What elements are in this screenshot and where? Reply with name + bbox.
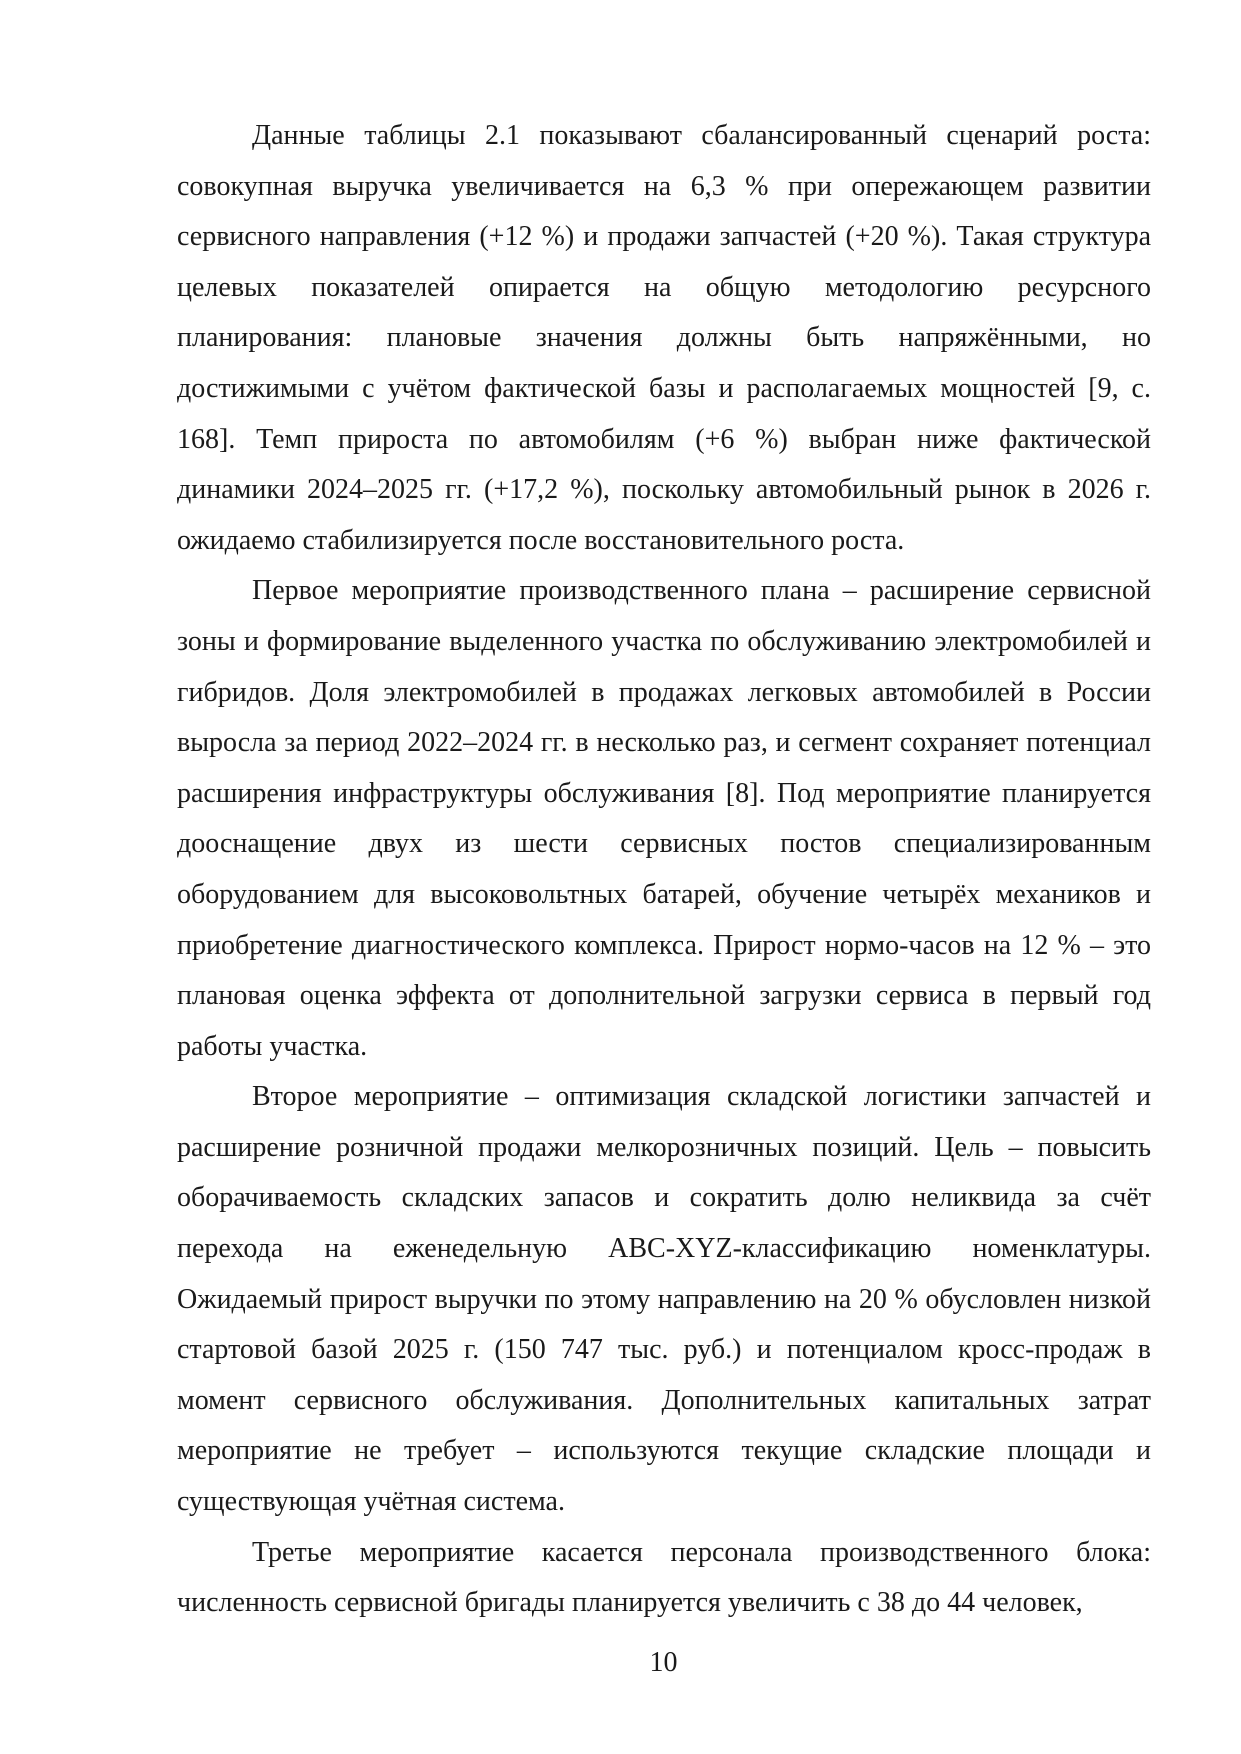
page-number: 10 xyxy=(649,1647,678,1678)
paragraph-first-measure: Первое мероприятие производственного плана – расширение сервисной зоны и формирование выделенного участка по обслуживанию электромобилей и гибридов. Доля электромобилей в продажах легковых автомобилей в России выросла за период 2022–2024 гг. в несколько раз, и сегмент сохраняет потенциал расширения инфраструктуры обслуживания [8]. Под мероприятие планируется дооснащение двух из шести сервисных постов специализированным оборудованием для высоковольтных батарей, обучение четырёх механиков и приобретение диагностического комплекса. Прирост нормо-часов на 12 % – это плановая оценка эффекта от дополнительной загрузки сервиса в первый год работы участка. xyxy=(177,575,1151,1062)
paragraph-table-2-1-scenario: Данные таблицы 2.1 показывают сбалансированный сценарий роста: совокупная выручка увеличивается на 6,3 % при опережающем развитии сервисного направления (+12 %) и продажи запчастей (+20 %). Такая структура целевых показателей опирается на общую методологию ресурсного планирования: плановые значения должны быть напряжёнными, но достижимыми с учётом фактической базы и располагаемых мощностей [9, с. 168]. Темп прироста по автомобилям (+6 %) выбран ниже фактической динамики 2024–2025 гг. (+17,2 %), поскольку автомобильный рынок в 2026 г. ожидаемо стабилизируется после восстановительного роста. xyxy=(177,120,1151,556)
paragraph-third-measure: Третье мероприятие касается персонала производственного блока: численность сервисной бригады планируется увеличить с 38 до 44 человек, xyxy=(177,1536,1151,1619)
paragraph-second-measure: Второе мероприятие – оптимизация складской логистики запчастей и расширение розничной продажи мелкорозничных позиций. Цель – повысить оборачиваемость складских запасов и сократить долю неликвида за счёт перехода на еженедельную ABC-XYZ-классификацию номенклатуры. Ожидаемый прирост выручки по этому направлению на 20 % обусловлен низкой стартовой базой 2025 г. (150 747 тыс. руб.) и потенциалом кросс-продаж в момент сервисного обслуживания. Дополнительных капитальных затрат мероприятие не требует – используются текущие складские площади и существующая учётная система. xyxy=(177,1081,1151,1518)
body-text xyxy=(177,111,1151,1629)
